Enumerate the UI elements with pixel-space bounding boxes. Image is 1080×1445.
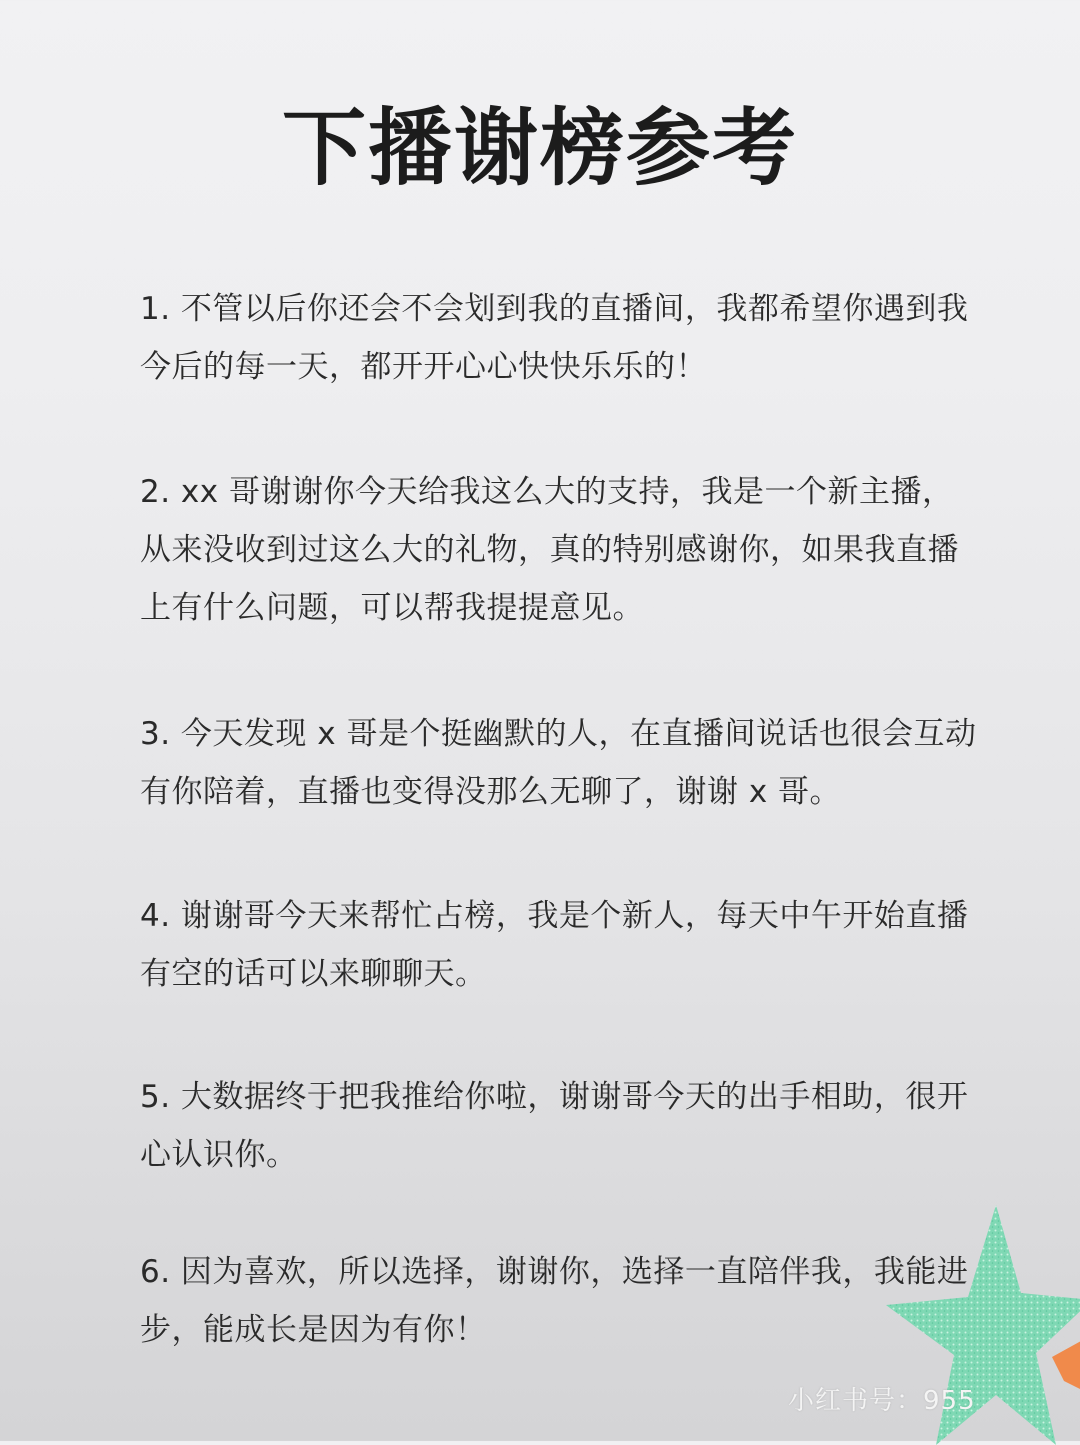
item-line: 步，能成长是因为有你！ xyxy=(140,1312,487,1348)
list-item xyxy=(140,1068,969,1184)
list-item xyxy=(140,1243,969,1359)
item-line: 今后的每一天，都开开心心快快乐乐的！ xyxy=(140,349,707,385)
accent-shape xyxy=(1052,1335,1080,1395)
item-line: 上有什么问题，可以帮我提提意见。 xyxy=(140,590,644,626)
item-line: 5. 大数据终于把我推给你啦，谢谢哥今天的出手相助，很开 xyxy=(140,1079,969,1115)
list-item xyxy=(140,887,969,1003)
item-line: 从来没收到过这么大的礼物，真的特别感谢你，如果我直播 xyxy=(140,532,959,568)
item-line: 有空的话可以来聊聊天。 xyxy=(140,956,487,992)
item-line: 有你陪着，直播也变得没那么无聊了，谢谢 x 哥。 xyxy=(140,774,842,810)
item-line: 3. 今天发现 x 哥是个挺幽默的人，在直播间说话也很会互动 xyxy=(140,716,977,752)
list-item xyxy=(140,280,969,396)
page-title: 下播谢榜参考 xyxy=(281,99,798,197)
list-item xyxy=(140,705,977,821)
item-line: 1. 不管以后你还会不会划到我的直播间，我都希望你遇到我 xyxy=(140,291,969,327)
item-line: 心认识你。 xyxy=(140,1137,298,1173)
item-line: 6. 因为喜欢，所以选择，谢谢你，选择一直陪伴我，我能进 xyxy=(140,1254,969,1290)
list-item xyxy=(140,463,960,637)
watermark: 小红书号：955 xyxy=(788,1386,976,1416)
item-line: 2. xx 哥谢谢你今天给我这么大的支持，我是一个新主播， xyxy=(140,474,954,510)
item-line: 4. 谢谢哥今天来帮忙占榜，我是个新人，每天中午开始直播 xyxy=(140,898,969,934)
